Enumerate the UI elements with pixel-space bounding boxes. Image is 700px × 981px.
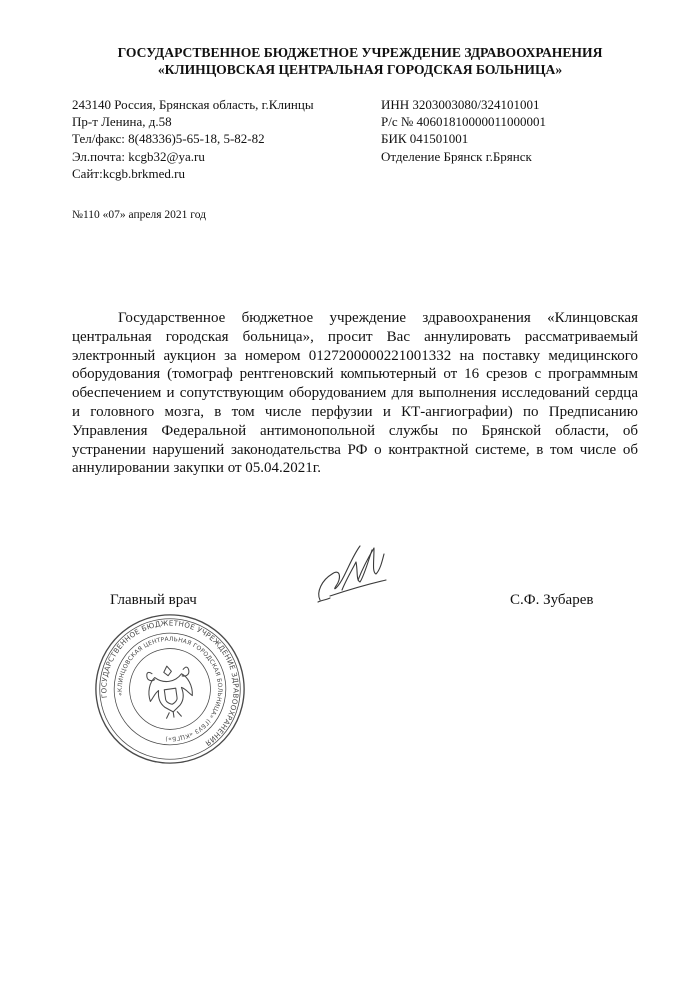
bik: БИК 041501001: [381, 131, 469, 147]
official-seal: [83, 602, 257, 776]
bank-branch: Отделение Брянск г.Брянск: [381, 148, 532, 164]
website: Сайт:kcgb.brkmed.ru: [72, 165, 186, 181]
email: Эл.почта: kcgb32@ya.ru: [72, 148, 205, 164]
phone-fax: Тел/факс: 8(48336)5-65-18, 5-82-82: [72, 131, 265, 147]
svg-text:ГОСУДАРСТВЕННОЕ БЮДЖЕТНОЕ УЧРЕ: ГОСУДАРСТВЕННОЕ БЮДЖЕТНОЕ УЧРЕЖДЕНИЕ ЗДРАВООХРАНЕНИЯ: [99, 618, 241, 749]
eagle-emblem-icon: [145, 663, 195, 721]
postal-address: 243140 Россия, Брянская область, г.Клинцы: [72, 97, 314, 112]
organization-title-line-2: «КЛИНЦОВСКАЯ ЦЕНТРАЛЬНАЯ ГОРОДСКАЯ БОЛЬНИЦА»: [157, 62, 563, 77]
signatory-position: Главный врач: [110, 592, 197, 608]
handwritten-signature: [312, 540, 392, 606]
inn: ИНН 3203003080/324101001: [381, 97, 540, 112]
letter-body: Государственное бюджетное учреждение здравоохранения «Клинцовская центральная городская больница», просит Вас аннулировать рассматриваемый электронный аукцион за номером 0127200000221001332 на поставку медицинского оборудования (томограф рентгеновский компьютерный от 16 срезов с программным обеспечением и сопутствующим оборудованием для выполнения исследований сердца и головного мозга, в том числе перфузии и КТ-ангиографии) по Предписанию Управления Федеральной антимонопольной службы по Брянской области, об устранении нарушений законодательства РФ о контрактной системе, в том числе об аннулировании закупки от 05.04.2021г.: [72, 310, 638, 477]
signatory-name: С.Ф. Зубарев: [510, 592, 594, 608]
organization-title-line-1: ГОСУДАРСТВЕННОЕ БЮДЖЕТНОЕ УЧРЕЖДЕНИЕ ЗДРАВООХРАНЕНИЯ: [117, 45, 603, 60]
requisites-block: [381, 96, 546, 165]
contact-block: [72, 96, 314, 182]
bank-account: Р/с № 40601810000011000001: [381, 114, 547, 130]
svg-text:«КЛИНЦОВСКАЯ ЦЕНТРАЛЬНАЯ ГОРОД: «КЛИНЦОВСКАЯ ЦЕНТРАЛЬНАЯ ГОРОДСКАЯ БОЛЬНИЦА» (ГБУЗ «КЦГБ»): [116, 635, 224, 743]
street-address: Пр-т Ленина, д.58: [72, 114, 172, 130]
organization-title: [60, 44, 660, 78]
document-reference: №110 «07» апреля 2021 год: [72, 209, 206, 221]
